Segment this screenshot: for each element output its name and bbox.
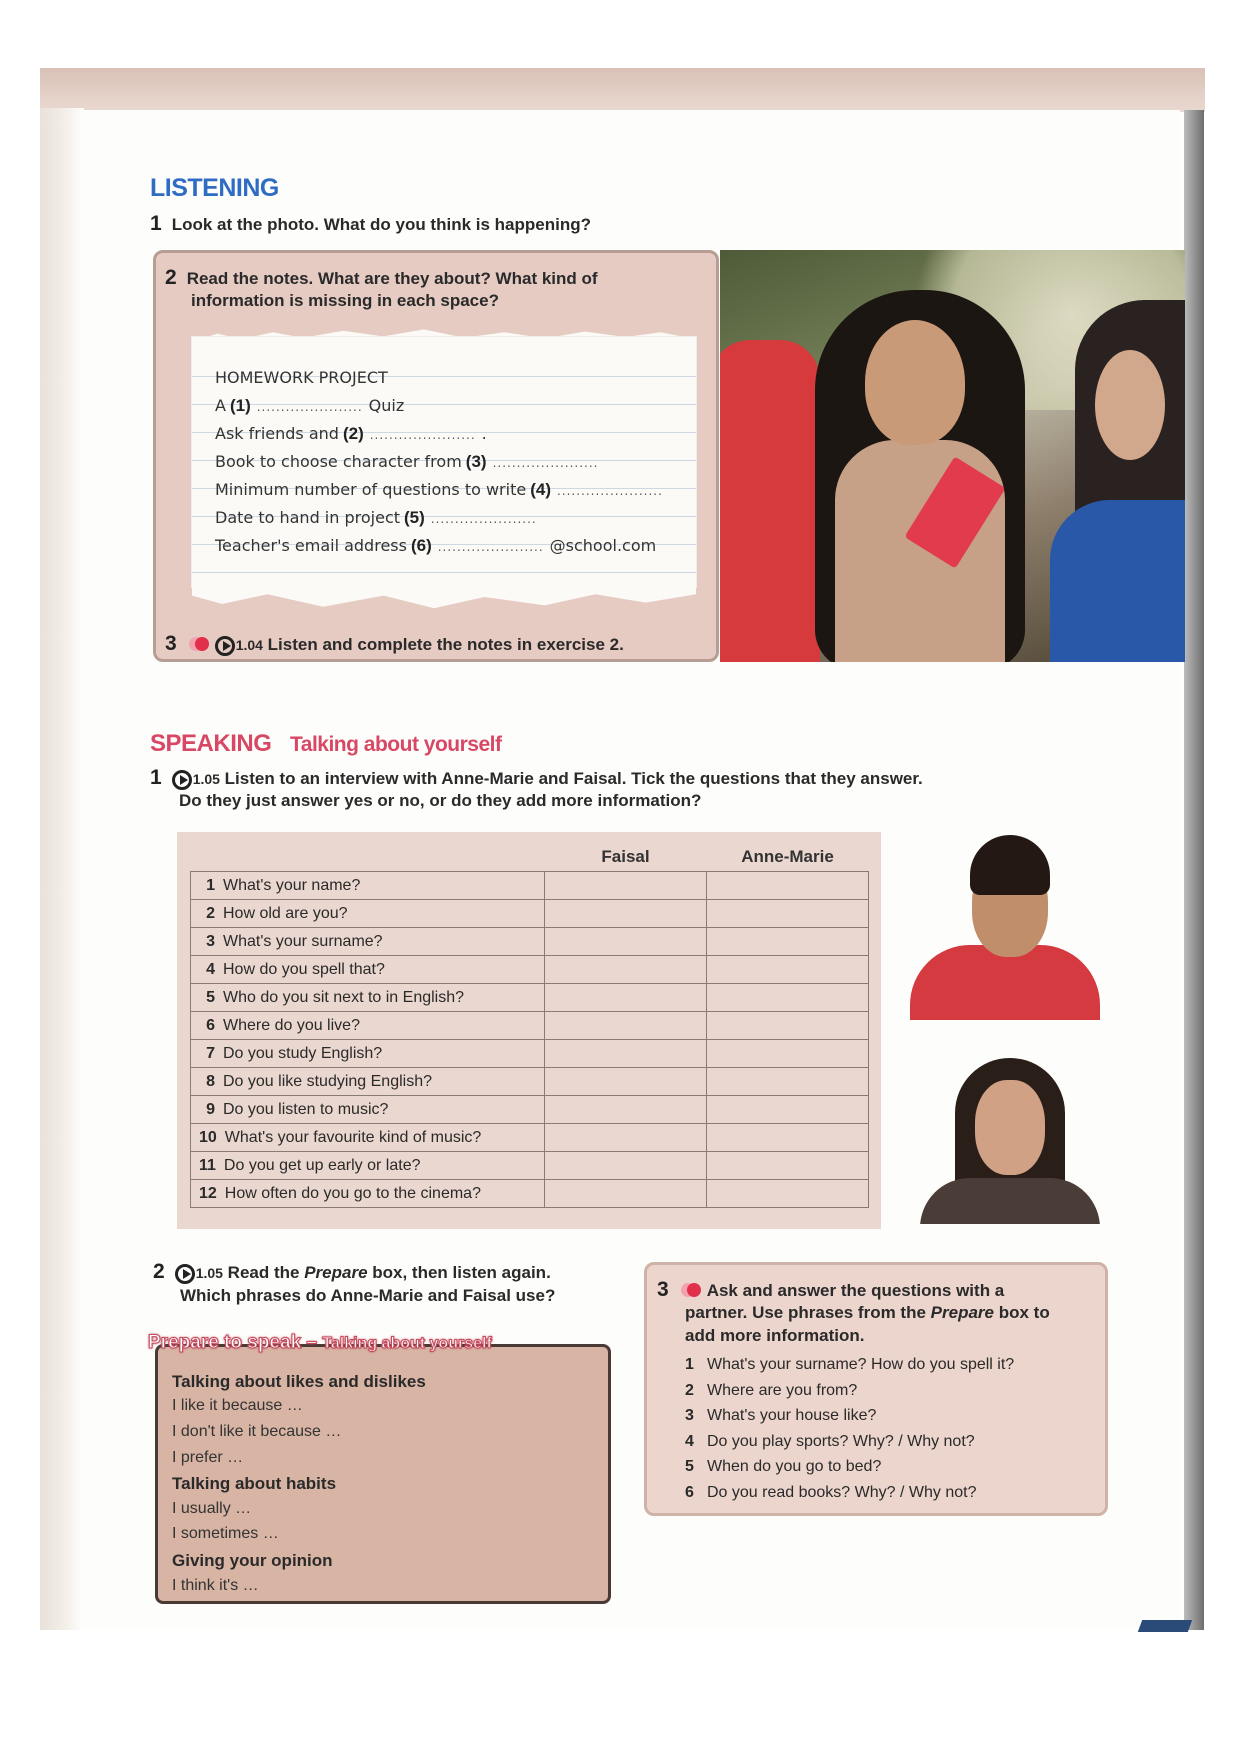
ex-number: 1 [150, 212, 162, 235]
question-cell: 6 Where do you live? [191, 1012, 545, 1040]
tick-cell-anne-marie[interactable] [707, 1012, 869, 1040]
notes-line-2: Ask friends and (2) ...................... . [215, 424, 487, 443]
tick-cell-anne-marie[interactable] [707, 1040, 869, 1068]
tick-cell-faisal[interactable] [545, 1124, 707, 1152]
speaking-ex1-line2: Do they just answer yes or no, or do they add more information? [179, 791, 702, 810]
tick-cell-faisal[interactable] [545, 1096, 707, 1124]
speaking-ex3-line3: add more information. [685, 1326, 865, 1345]
table-header-blank [191, 843, 545, 872]
listening-ex2-line2: information is missing in each space? [191, 291, 499, 310]
tick-cell-faisal[interactable] [545, 928, 707, 956]
speaking-heading: SPEAKING [150, 730, 272, 757]
listening-heading: LISTENING [150, 174, 279, 202]
table-row [191, 1152, 869, 1180]
question-cell: 4 How do you spell that? [191, 956, 545, 984]
table-row [191, 928, 869, 956]
speaking-subheading: Talking about yourself [290, 733, 502, 756]
speaking-ex2-line2: Which phrases do Anne-Marie and Faisal use? [180, 1286, 556, 1305]
ex-instruction: Look at the photo. What do you think is happening? [171, 215, 591, 234]
book-top-edge [40, 68, 1205, 112]
tick-cell-faisal[interactable] [545, 872, 707, 900]
table-row [191, 956, 869, 984]
table-row [191, 1068, 869, 1096]
ex3-question: 2 Where are you from? [685, 1381, 858, 1399]
tick-cell-faisal[interactable] [545, 1040, 707, 1068]
tick-cell-faisal[interactable] [545, 956, 707, 984]
table-row [191, 1012, 869, 1040]
table-row [191, 1040, 869, 1068]
listening-ex2 [165, 266, 598, 290]
tick-cell-anne-marie[interactable] [707, 900, 869, 928]
ex3-question: 5 When do you go to bed? [685, 1458, 882, 1475]
ex-instruction: Listen and complete the notes in exercise 2. [267, 635, 624, 654]
audio-play-icon[interactable] [175, 1264, 195, 1284]
corner-tab [1138, 1620, 1192, 1632]
photo-anne-marie [920, 1058, 1100, 1224]
question-cell: 10 What's your favourite kind of music? [191, 1124, 545, 1152]
book-spine [40, 108, 84, 1630]
photo-students [720, 250, 1185, 662]
prepare-phrase: I don't like it because … [172, 1423, 342, 1440]
table-row [191, 872, 869, 900]
question-cell: 8 Do you like studying English? [191, 1068, 545, 1096]
prepare-section-heading: Talking about habits [172, 1474, 337, 1493]
tick-cell-anne-marie[interactable] [707, 1180, 869, 1208]
audio-track: 1.05 [195, 1265, 223, 1281]
tick-cell-faisal[interactable] [545, 984, 707, 1012]
table-row [191, 984, 869, 1012]
ex-number: 3 [657, 1278, 669, 1301]
prepare-phrase: I sometimes … [172, 1525, 279, 1542]
table-row [191, 1180, 869, 1208]
question-cell: 9 Do you listen to music? [191, 1096, 545, 1124]
prepare-title: Prepare to speak – Talking about yourself [148, 1332, 492, 1353]
table-row [191, 1096, 869, 1124]
audio-track: 1.04 [235, 637, 263, 653]
tick-cell-anne-marie[interactable] [707, 1096, 869, 1124]
tick-cell-faisal[interactable] [545, 1068, 707, 1096]
notes-line-3: Book to choose character from (3) ...................... [215, 452, 599, 471]
ex-number: 2 [153, 1260, 165, 1283]
tick-cell-faisal[interactable] [545, 1152, 707, 1180]
ex3-question: 6 Do you read books? Why? / Why not? [685, 1483, 977, 1501]
notes-title: HOMEWORK PROJECT [215, 368, 388, 387]
prepare-phrase: I usually … [172, 1500, 252, 1517]
audio-play-icon[interactable] [215, 636, 235, 656]
prepare-section-heading: Giving your opinion [172, 1551, 333, 1570]
page-edge [1184, 110, 1204, 1630]
notes-line-6: Teacher's email address (6) ...................... @school.com [215, 536, 657, 555]
speaking-icon [687, 1283, 701, 1297]
notes-line-4: Minimum number of questions to write (4) ...................... [215, 480, 663, 499]
prepare-section-heading: Talking about likes and dislikes [172, 1372, 426, 1391]
ex-number: 3 [165, 632, 177, 655]
speaking-ex2: 2 1.05 Read the Prepare box, then listen again. [153, 1260, 551, 1283]
question-cell: 5 Who do you sit next to in English? [191, 984, 545, 1012]
notes-line-5: Date to hand in project (5) ...................... [215, 508, 537, 527]
tick-cell-faisal[interactable] [545, 1180, 707, 1208]
prepare-phrase: I think it's … [172, 1577, 259, 1594]
question-cell: 2 How old are you? [191, 900, 545, 928]
audio-play-icon[interactable] [172, 770, 192, 790]
ex3-question: 4 Do you play sports? Why? / Why not? [685, 1432, 975, 1450]
tick-cell-anne-marie[interactable] [707, 928, 869, 956]
question-cell: 3 What's your surname? [191, 928, 545, 956]
question-cell: 11 Do you get up early or late? [191, 1152, 545, 1180]
speaking-ex1 [150, 766, 923, 791]
table-row [191, 900, 869, 928]
question-cell: 1 What's your name? [191, 872, 545, 900]
tick-cell-anne-marie[interactable] [707, 956, 869, 984]
ex-number: 2 [165, 266, 177, 289]
speaking-ex3-line2: partner. Use phrases from the Prepare box to [685, 1303, 1050, 1322]
tick-cell-faisal[interactable] [545, 1012, 707, 1040]
prepare-phrase: I prefer … [172, 1449, 244, 1466]
ex3-question: 3 What's your house like? [685, 1407, 877, 1424]
tick-cell-anne-marie[interactable] [707, 1152, 869, 1180]
col-anne-marie: Anne-Marie [741, 847, 834, 866]
tick-cell-anne-marie[interactable] [707, 1124, 869, 1152]
notes-line-1: A (1) ...................... Quiz [215, 396, 405, 415]
tick-cell-anne-marie[interactable] [707, 1068, 869, 1096]
ex-number: 1 [150, 766, 162, 789]
tick-cell-faisal[interactable] [545, 900, 707, 928]
question-cell: 7 Do you study English? [191, 1040, 545, 1068]
tick-cell-anne-marie[interactable] [707, 984, 869, 1012]
listening-ex1 [150, 212, 591, 236]
listening-ex3 [165, 632, 624, 657]
speaking-icon [195, 637, 209, 651]
col-faisal: Faisal [601, 847, 650, 866]
ex-instruction: Listen to an interview with Anne-Marie and Faisal. Tick the questions that they answer. [224, 769, 923, 788]
speaking-ex3: 3 Ask and answer the questions with a [657, 1278, 1005, 1301]
questions-table [190, 843, 869, 1208]
prepare-phrase: I like it because … [172, 1397, 303, 1414]
audio-track: 1.05 [192, 771, 220, 787]
photo-faisal [910, 835, 1100, 1020]
ex3-question: 1 What's your surname? How do you spell it? [685, 1356, 1015, 1373]
tick-cell-anne-marie[interactable] [707, 872, 869, 900]
question-cell: 12 How often do you go to the cinema? [191, 1180, 545, 1208]
table-row [191, 1124, 869, 1152]
ex-instruction: Read the notes. What are they about? What kind of [186, 269, 598, 288]
